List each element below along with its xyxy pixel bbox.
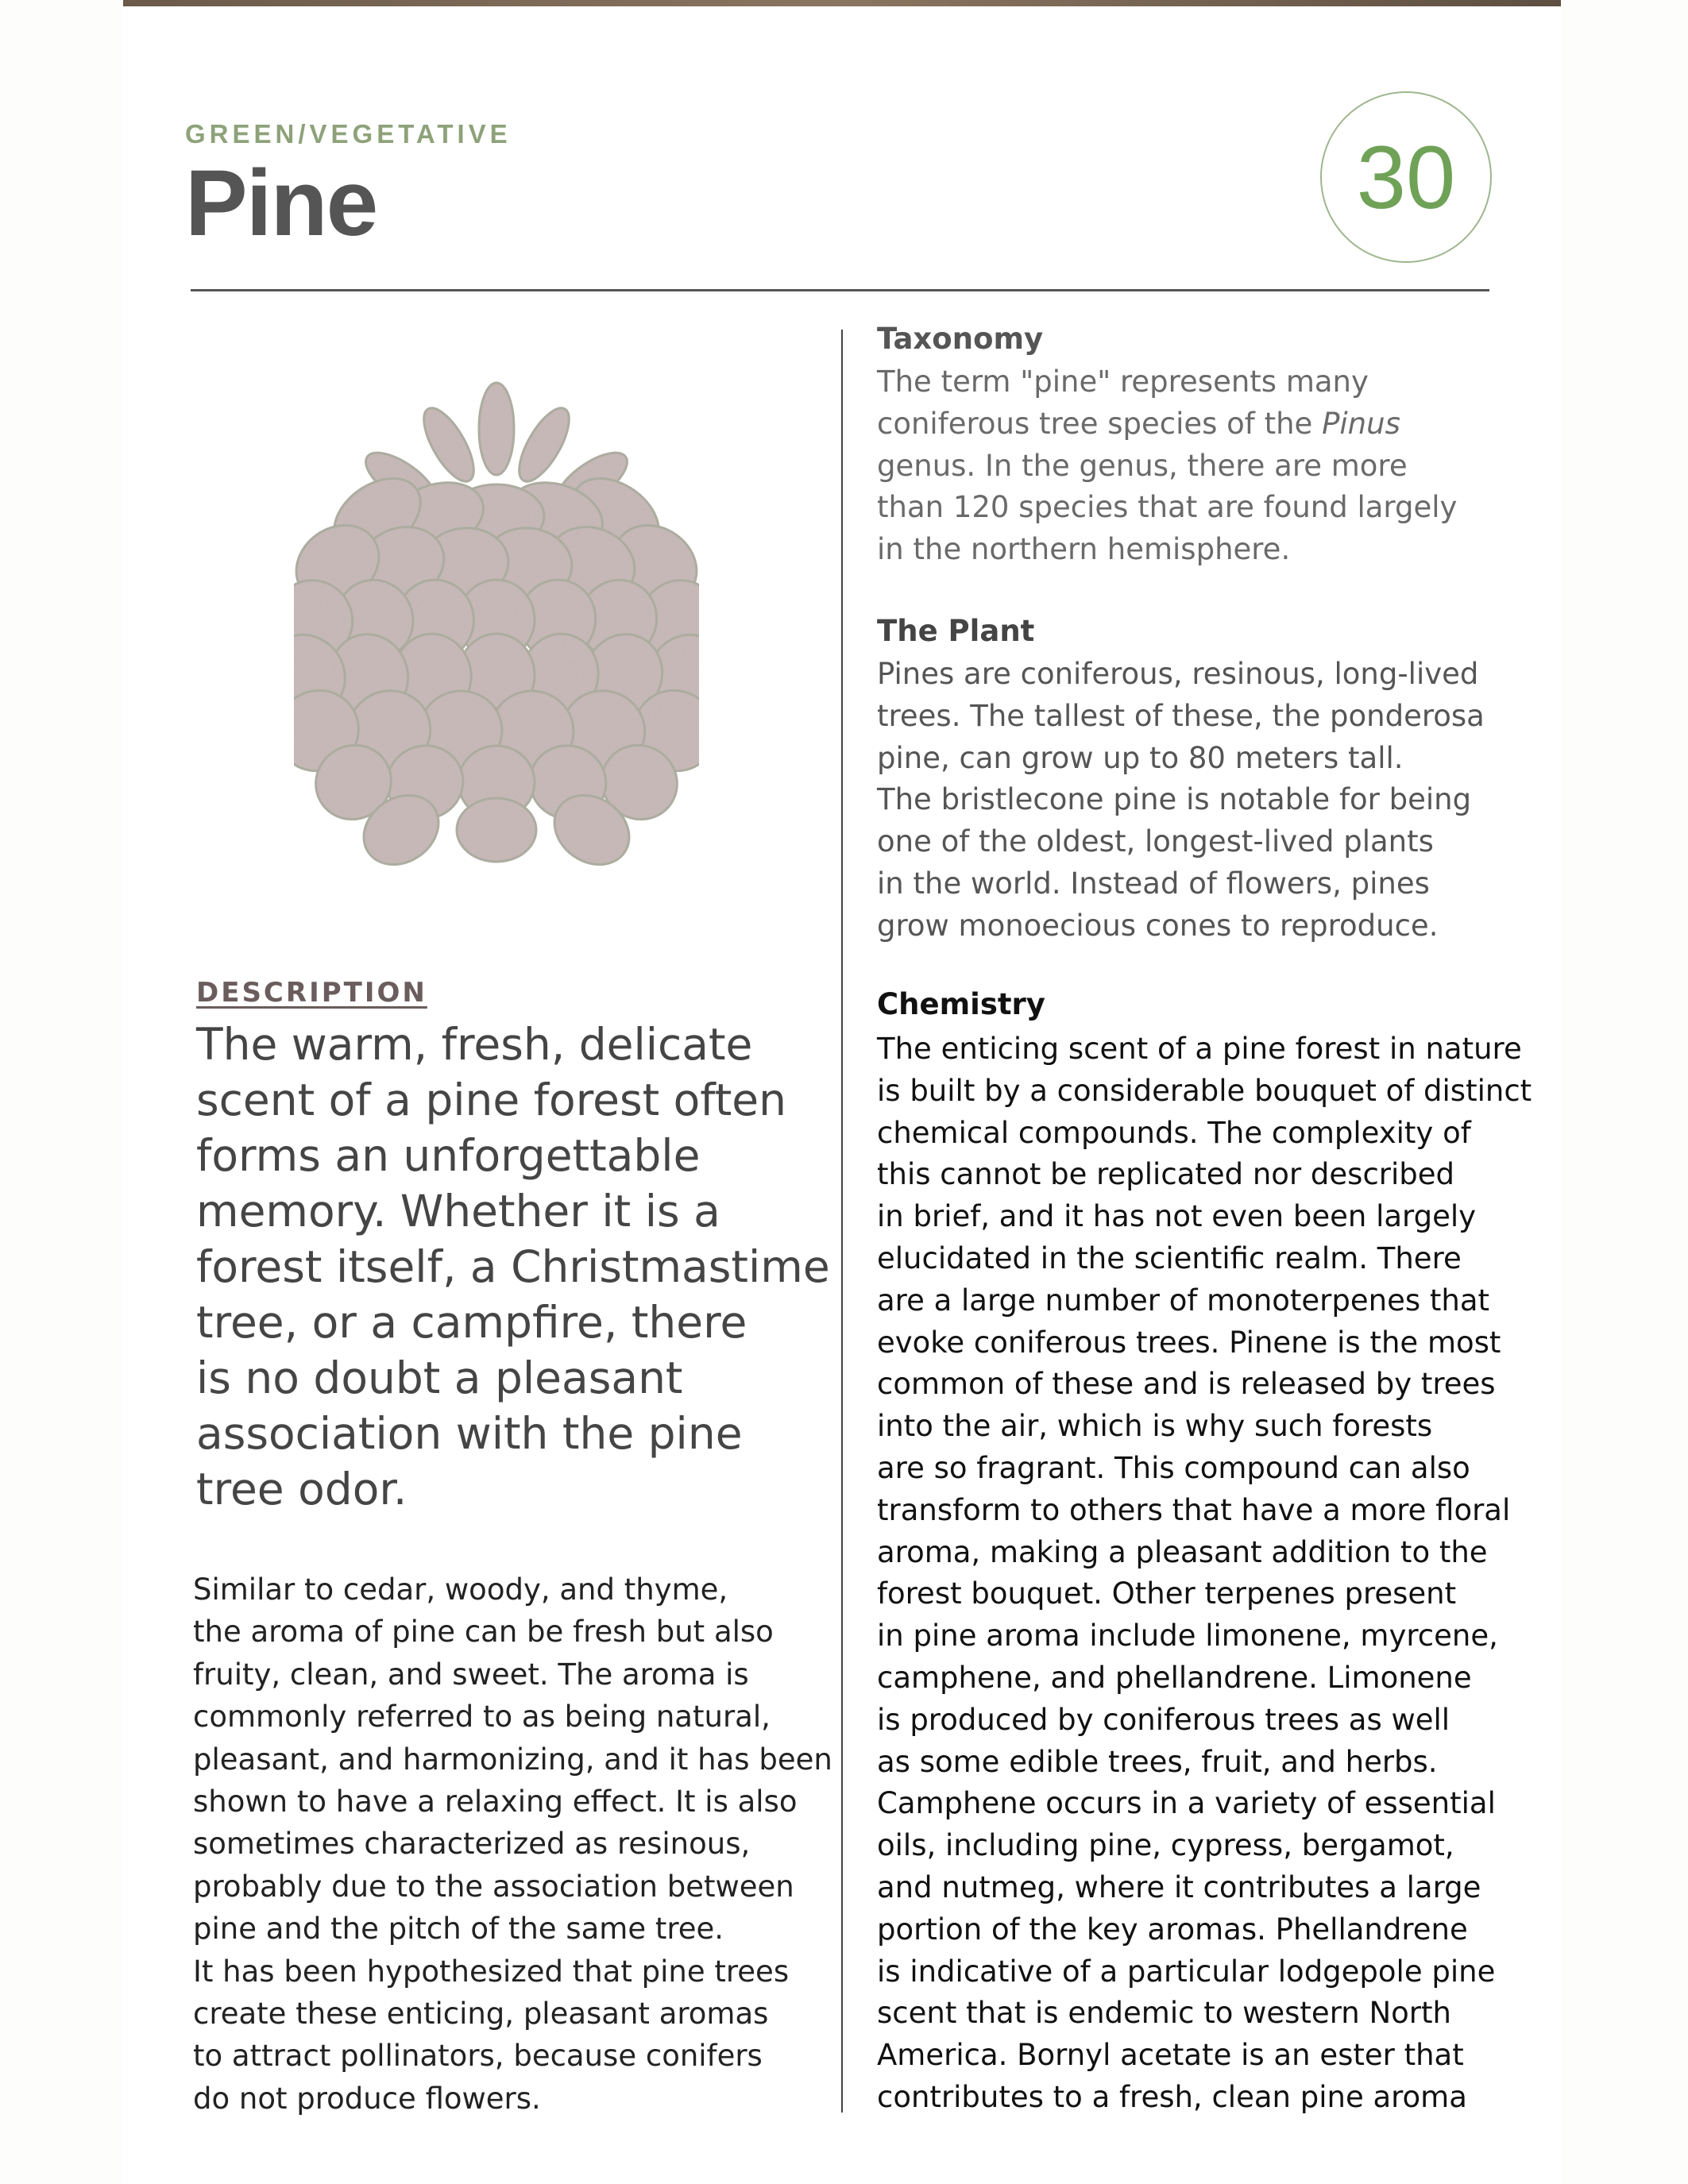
text-line: evoke coniferous trees. Pinene is the most bbox=[877, 1325, 1501, 1360]
plant-heading: The Plant bbox=[877, 614, 1035, 648]
text-line: and nutmeg, where it contributes a large bbox=[877, 1870, 1481, 1904]
text-line: this cannot be replicated nor described bbox=[877, 1157, 1455, 1192]
text-line: trees. The tallest of these, the ponderosa bbox=[877, 698, 1485, 733]
page-top-edge bbox=[123, 0, 1561, 6]
text-line: contributes to a fresh, clean pine aroma bbox=[877, 2079, 1467, 2114]
text-line: coniferous tree species of the Pinus bbox=[877, 406, 1400, 441]
column-divider bbox=[841, 330, 843, 2113]
header-divider bbox=[191, 289, 1489, 291]
text-line: are a large number of monoterpenes that bbox=[877, 1283, 1490, 1318]
entry-number-badge bbox=[1320, 91, 1492, 263]
text-line: association with the pine bbox=[196, 1408, 743, 1459]
text-line: genus. In the genus, there are more bbox=[877, 448, 1408, 483]
text-line: grow monoecious cones to reproduce. bbox=[877, 908, 1439, 943]
chemistry-heading: Chemistry bbox=[877, 987, 1045, 1021]
text-line: scent of a pine forest often bbox=[196, 1075, 786, 1125]
text-line: is indicative of a particular lodgepole pine bbox=[877, 1954, 1496, 1989]
text-line: in the northern hemisphere. bbox=[877, 532, 1291, 567]
text-line: America. Bornyl acetate is an ester that bbox=[877, 2038, 1464, 2073]
text-line: commonly referred to as being natural, bbox=[193, 1700, 771, 1734]
text-line: one of the oldest, longest-lived plants bbox=[877, 824, 1434, 859]
text-line: camphene, and phellandrene. Limonene bbox=[877, 1660, 1472, 1695]
taxonomy-text bbox=[877, 361, 1457, 571]
text-line: pleasant, and harmonizing, and it has been bbox=[193, 1742, 832, 1777]
category-label: GREEN/VEGETATIVE bbox=[185, 119, 512, 149]
cone-scale bbox=[415, 401, 484, 488]
text-line: common of these and is released by trees bbox=[877, 1367, 1496, 1402]
cone-scale bbox=[479, 383, 514, 475]
text-line: to attract pollinators, because conifers bbox=[193, 2039, 763, 2074]
text-line: do not produce flowers. bbox=[193, 2081, 541, 2116]
text-line: chemical compounds. The complexity of bbox=[877, 1115, 1471, 1150]
text-line: Similar to cedar, woody, and thyme, bbox=[193, 1572, 728, 1607]
text-line: The enticing scent of a pine forest in nature bbox=[877, 1032, 1522, 1066]
description-label: DESCRIPTION bbox=[196, 977, 427, 1009]
text-line: is produced by coniferous trees as well bbox=[877, 1702, 1450, 1737]
text-line: create these enticing, pleasant aromas bbox=[193, 1997, 769, 2032]
text-line: memory. Whether it is a bbox=[196, 1186, 720, 1237]
text-line: in pine aroma include limonene, myrcene, bbox=[877, 1619, 1498, 1653]
text-line: pine, can grow up to 80 meters tall. bbox=[877, 740, 1404, 775]
entry-number: 30 bbox=[1356, 127, 1456, 227]
plant-text bbox=[877, 654, 1485, 947]
aroma-notes-text bbox=[193, 1569, 832, 2120]
text-line: fruity, clean, and sweet. The aroma is bbox=[193, 1657, 749, 1692]
page-title: Pine bbox=[185, 151, 377, 256]
text-line: forest itself, a Christmastime bbox=[196, 1241, 830, 1292]
text-line: in the world. Instead of flowers, pines bbox=[877, 866, 1430, 901]
text-line: scent that is endemic to western North bbox=[877, 1996, 1451, 2031]
text-line: shown to have a relaxing effect. It is also bbox=[193, 1785, 798, 1819]
text-line: The bristlecone pine is notable for being bbox=[877, 782, 1472, 817]
text-line: The warm, fresh, delicate bbox=[196, 1019, 753, 1070]
text-line: Camphene occurs in a variety of essential bbox=[877, 1786, 1496, 1821]
text-line: Pines are coniferous, resinous, long-lived bbox=[877, 657, 1479, 691]
text-line: aroma, making a pleasant addition to the bbox=[877, 1534, 1488, 1569]
description-text bbox=[196, 1017, 830, 1517]
cone-scale bbox=[457, 798, 536, 862]
pine-cone-illustration bbox=[294, 381, 699, 889]
text-line: tree odor. bbox=[196, 1464, 408, 1515]
text-line: pine and the pitch of the same tree. bbox=[193, 1912, 724, 1947]
text-line: portion of the key aromas. Phellandrene bbox=[877, 1912, 1468, 1947]
text-line: than 120 species that are found largely bbox=[877, 490, 1458, 525]
text-line: sometimes characterized as resinous, bbox=[193, 1827, 751, 1862]
text-line: is built by a considerable bouquet of distinct bbox=[877, 1073, 1532, 1108]
text-line: in brief, and it has not even been largely bbox=[877, 1199, 1477, 1234]
chemistry-text bbox=[877, 1028, 1532, 2119]
taxonomy-heading: Taxonomy bbox=[877, 322, 1044, 356]
cone-scale bbox=[510, 401, 579, 488]
text-line: It has been hypothesized that pine trees bbox=[193, 1954, 790, 1989]
text-line: the aroma of pine can be fresh but also bbox=[193, 1615, 774, 1650]
text-line: probably due to the association between bbox=[193, 1869, 794, 1904]
text-line: forms an unforgettable bbox=[196, 1130, 701, 1181]
text-line: The term "pine" represents many bbox=[877, 365, 1369, 399]
text-line: into the air, which is why such forests bbox=[877, 1409, 1433, 1444]
text-line: is no doubt a pleasant bbox=[196, 1352, 683, 1403]
text-line: oils, including pine, cypress, bergamot, bbox=[877, 1828, 1454, 1863]
text-line: are so fragrant. This compound can also bbox=[877, 1450, 1470, 1485]
text-line: as some edible trees, fruit, and herbs. bbox=[877, 1744, 1438, 1779]
text-line: tree, or a campfire, there bbox=[196, 1297, 747, 1348]
text-line: forest bouquet. Other terpenes present bbox=[877, 1576, 1457, 1611]
text-line: transform to others that have a more floral bbox=[877, 1492, 1511, 1527]
text-line: elucidated in the scientific realm. There bbox=[877, 1241, 1462, 1275]
